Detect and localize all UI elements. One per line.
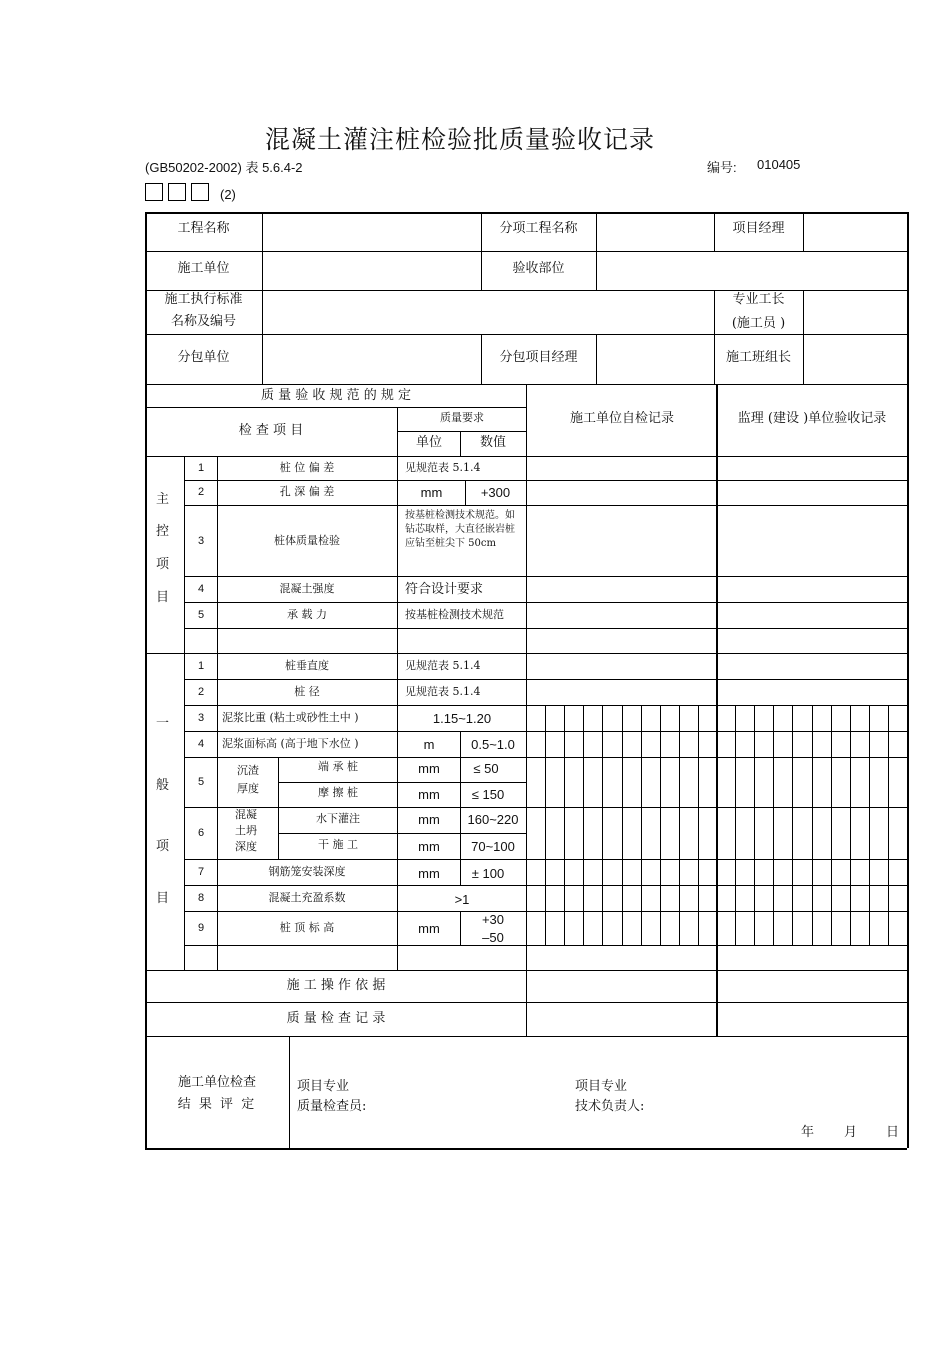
index-box-3[interactable] [191, 183, 209, 201]
g-6a-value: 160~220 [467, 812, 519, 827]
g-9-no: 9 [197, 922, 205, 934]
g-2-req: 见规范表 5.1.4 [405, 685, 481, 698]
mc-2-no: 2 [197, 486, 205, 498]
result-label-2: 结 果 评 定 [177, 1097, 257, 1112]
mc-3-name: 桩体质量检验 [274, 534, 340, 547]
g-5b-value: ≤ 150 [471, 787, 505, 802]
main-control-char-1: 主 [156, 492, 170, 507]
g-5a-unit: mm [418, 761, 440, 776]
inspector-label-1: 项目专业 [297, 1079, 350, 1094]
index-box-1[interactable] [145, 183, 163, 201]
table-rule [145, 334, 907, 335]
table-rule [641, 705, 642, 945]
table-rule [698, 705, 699, 945]
table-rule [679, 705, 680, 945]
g-4-value: 0.5~1.0 [471, 737, 515, 752]
table-rule [545, 705, 546, 945]
table-rule [583, 705, 584, 945]
label-standard-1: 施工执行标准 [164, 292, 243, 307]
table-rule [145, 1148, 907, 1150]
result-label-1: 施工单位检查 [177, 1075, 256, 1090]
table-rule [831, 705, 832, 945]
table-rule [278, 757, 279, 859]
table-rule [850, 705, 851, 945]
label-project-name: 工程名称 [177, 221, 230, 236]
table-rule [184, 576, 907, 577]
table-rule [596, 212, 597, 251]
g-5b-unit: mm [418, 787, 440, 802]
table-rule [596, 251, 597, 290]
g-5-no: 5 [197, 776, 205, 788]
g-9-unit: mm [418, 921, 440, 936]
number-value: 010405 [757, 157, 801, 172]
g-6b-value: 70~100 [471, 839, 515, 854]
g-5a-name: 端 承 桩 [318, 760, 358, 773]
table-rule [812, 705, 813, 945]
general-char-2: 般 [156, 778, 170, 793]
index-suffix: (2) [220, 187, 236, 202]
general-char-1: 一 [156, 716, 170, 731]
g-9-value-a: +30 [481, 912, 505, 927]
g-6-group-c: 深度 [235, 840, 257, 853]
g-1-no: 1 [197, 660, 205, 672]
table-rule [184, 456, 185, 970]
mc-4-req: 符合设计要求 [405, 582, 484, 597]
g-8-no: 8 [197, 892, 205, 904]
mc-5-no: 5 [197, 609, 205, 621]
label-sub-manager: 分包项目经理 [499, 350, 578, 365]
g-7-no: 7 [197, 866, 205, 878]
g-2-no: 2 [197, 686, 205, 698]
label-team-leader: 施工班组长 [725, 350, 791, 365]
year-label: 年 [801, 1125, 815, 1140]
table-rule [184, 945, 907, 946]
general-char-3: 项 [156, 839, 170, 854]
table-rule [184, 628, 907, 629]
g-1-name: 桩垂直度 [285, 659, 329, 672]
spec-rule-heading: 质 量 验 收 规 范 的 规 定 [260, 388, 412, 403]
g-3-no: 3 [197, 712, 205, 724]
table-rule [145, 1002, 907, 1003]
g-2-name: 桩 径 [294, 685, 320, 698]
g-1-req: 见规范表 5.1.4 [405, 659, 481, 672]
g-6b-name: 干 施 工 [318, 838, 358, 851]
g-3-req: 1.15~1.20 [432, 711, 492, 726]
g-4-unit: m [423, 737, 435, 752]
g-6a-unit: mm [418, 812, 440, 827]
g-6-no: 6 [197, 827, 205, 839]
table-rule [803, 212, 804, 251]
g-5a-value: ≤ 50 [473, 761, 499, 776]
mc-4-no: 4 [197, 583, 205, 595]
g-7-unit: mm [418, 866, 440, 881]
number-label: 编号: [707, 160, 737, 175]
g-5b-name: 摩 擦 桩 [318, 786, 358, 799]
g-3-name: 泥浆比重 (粘土或砂性土中 ) [222, 711, 359, 724]
main-control-char-2: 控 [156, 524, 170, 539]
table-rule [596, 334, 597, 384]
mc-4-name: 混凝土强度 [279, 582, 335, 595]
supervision-heading: 监理 (建设 )单位验收记录 [737, 411, 887, 426]
table-rule [145, 653, 907, 654]
table-rule [278, 782, 526, 783]
g-5-group-b: 厚度 [237, 782, 259, 795]
self-check-heading: 施工单位自检记录 [569, 411, 674, 426]
main-control-char-4: 目 [156, 590, 170, 605]
table-rule [397, 431, 526, 432]
label-subcontractor: 分包单位 [177, 350, 230, 365]
g-5-group-a: 沉渣 [237, 764, 259, 777]
main-control-char-3: 项 [156, 557, 170, 572]
table-rule [773, 705, 774, 945]
table-rule [145, 407, 526, 408]
table-rule [145, 251, 907, 252]
table-rule [184, 505, 907, 506]
table-rule [145, 1036, 907, 1037]
quality-req-heading: 质量要求 [440, 411, 484, 424]
project-name-field[interactable] [263, 214, 480, 250]
label-acceptance-part: 验收部位 [512, 261, 565, 276]
mc-1-name: 桩 位 偏 差 [279, 461, 335, 474]
g-8-req: >1 [454, 892, 470, 907]
label-standard-2: 名称及编号 [170, 314, 236, 329]
mc-1-req: 见规范表 5.1.4 [405, 461, 481, 474]
value-heading: 数值 [479, 435, 506, 450]
table-rule [145, 970, 907, 971]
quality-record: 质 量 检 查 记 录 [286, 1011, 386, 1026]
table-rule [289, 1036, 290, 1148]
label-project-manager: 项目经理 [732, 221, 785, 236]
day-label: 日 [886, 1125, 900, 1140]
table-rule [184, 602, 907, 603]
g-7-name: 钢筋笼安装深度 [268, 865, 346, 878]
table-rule [888, 705, 889, 945]
g-9-value-b: –50 [482, 930, 504, 945]
table-rule [754, 705, 755, 945]
g-6-group-b: 土坍 [235, 824, 257, 837]
check-item-heading: 检 查 项 目 [238, 423, 304, 438]
table-rule [660, 705, 661, 945]
mc-5-name: 承 载 力 [287, 608, 327, 621]
g-4-no: 4 [197, 738, 205, 750]
mc-5-req: 按基桩检测技术规范 [405, 608, 504, 621]
label-sub-project-name: 分项工程名称 [499, 221, 578, 236]
table-rule [716, 384, 718, 1036]
table-rule [803, 334, 804, 384]
table-rule [869, 705, 870, 945]
tech-label-1: 项目专业 [575, 1079, 628, 1094]
operation-basis: 施 工 操 作 依 据 [286, 978, 386, 993]
table-rule [622, 705, 623, 945]
label-construction-unit: 施工单位 [177, 261, 230, 276]
table-rule [803, 290, 804, 334]
table-rule [907, 212, 909, 1148]
g-6b-unit: mm [418, 839, 440, 854]
table-rule [145, 212, 907, 214]
g-6-group-a: 混凝 [235, 808, 257, 821]
month-label: 月 [844, 1125, 858, 1140]
standard-code: (GB50202-2002) 表 5.6.4-2 [145, 160, 303, 175]
table-rule [792, 705, 793, 945]
mc-2-unit: mm [420, 485, 443, 500]
document-title: 混凝土灌注桩检验批质量验收记录 [264, 125, 655, 154]
table-rule [526, 384, 527, 1036]
g-6a-name: 水下灌注 [316, 812, 360, 825]
g-8-name: 混凝土充盈系数 [268, 891, 346, 904]
mc-3-req: 按基桩检测技术规范。如钻芯取样，大直径嵌岩桩应钻至桩尖下 50cm [405, 510, 515, 549]
tech-label-2: 技术负责人: [575, 1099, 645, 1114]
g-7-value: ± 100 [471, 866, 505, 881]
table-rule [735, 705, 736, 945]
table-rule [602, 705, 603, 945]
g-4-name: 泥浆面标高 (高于地下水位 ) [222, 737, 359, 750]
general-char-4: 目 [156, 891, 170, 906]
table-rule [184, 480, 907, 481]
g-9-name: 桩 顶 标 高 [279, 921, 335, 934]
table-rule [184, 679, 907, 680]
index-box-2[interactable] [168, 183, 186, 201]
table-rule [564, 705, 565, 945]
label-foreman-1: 专业工长 [732, 292, 785, 307]
mc-2-name: 孔 深 偏 差 [279, 485, 335, 498]
label-foreman-2: (施工员 ) [731, 316, 786, 331]
mc-2-value: +300 [480, 485, 511, 500]
unit-heading: 单位 [415, 435, 442, 450]
mc-3-no: 3 [197, 535, 205, 547]
table-rule [145, 290, 907, 291]
table-rule [278, 833, 526, 834]
mc-1-no: 1 [197, 462, 205, 474]
inspector-label-2: 质量检查员: [297, 1099, 367, 1114]
